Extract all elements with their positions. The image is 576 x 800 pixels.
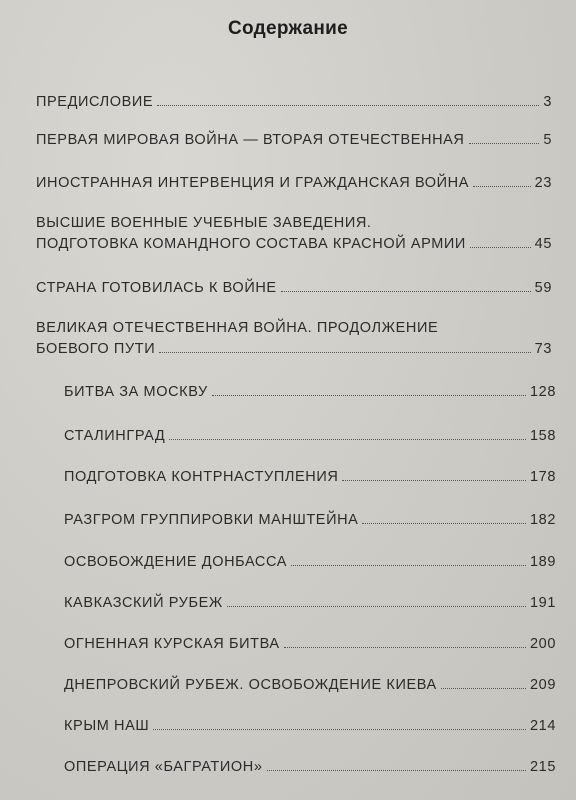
leader-dots (212, 395, 526, 396)
toc-subentry[interactable] (64, 510, 556, 531)
leader-dots (473, 186, 531, 187)
toc-entry-page: 189 (530, 554, 556, 570)
toc-entry[interactable] (36, 173, 552, 194)
toc-entry-page: 5 (543, 132, 552, 148)
toc-entry-page: 23 (534, 175, 552, 191)
toc-entry-title: ПРЕДИСЛОВИЕ (36, 94, 154, 110)
toc-entry-title: ОСВОБОЖДЕНИЕ ДОНБАССА (64, 554, 288, 570)
toc-subentry[interactable] (64, 426, 556, 447)
toc-entry-title: СТРАНА ГОТОВИЛАСЬ К ВОЙНЕ (36, 280, 277, 296)
toc-entry-page: 214 (530, 718, 556, 734)
page-title: Содержание (227, 18, 349, 39)
toc-entry-page: 3 (543, 94, 552, 110)
leader-dots (157, 105, 539, 106)
leader-dots (284, 647, 526, 648)
toc-entry[interactable] (36, 318, 552, 360)
toc-entry-page: 209 (530, 677, 556, 693)
toc-subentry[interactable] (64, 382, 556, 403)
toc-entry-title-line1: ВЕЛИКАЯ ОТЕЧЕСТВЕННАЯ ВОЙНА. ПРОДОЛЖЕНИЕ (36, 320, 439, 336)
toc-entry-page: 73 (534, 341, 552, 357)
toc-subentry[interactable] (64, 757, 556, 778)
toc-entry-page: 128 (530, 384, 556, 400)
toc-subentry[interactable] (64, 467, 556, 488)
toc-entry-page: 182 (530, 512, 556, 528)
toc-entry-title: СТАЛИНГРАД (64, 428, 166, 444)
toc-subentry[interactable] (64, 634, 556, 655)
toc-subentry[interactable] (64, 593, 556, 614)
leader-dots (441, 688, 526, 689)
toc-entry-page: 59 (534, 280, 552, 296)
toc-entry-page: 45 (534, 236, 552, 252)
toc-entry-page: 215 (530, 759, 556, 775)
toc-entry[interactable] (36, 278, 552, 299)
toc-entry-title: КАВКАЗСКИЙ РУБЕЖ (64, 595, 223, 611)
leader-dots (362, 523, 526, 524)
leader-dots (470, 247, 531, 248)
toc-entry-page: 158 (530, 428, 556, 444)
toc-subentry[interactable] (64, 716, 556, 737)
toc-entry-title: КРЫМ НАШ (64, 718, 150, 734)
leader-dots (169, 439, 526, 440)
toc-entry[interactable] (36, 92, 552, 113)
toc-subentry[interactable] (64, 675, 556, 696)
toc-entry-title: БИТВА ЗА МОСКВУ (64, 384, 208, 400)
leader-dots (291, 565, 526, 566)
toc-entry-page: 191 (530, 595, 556, 611)
toc-entry-title: ДНЕПРОВСКИЙ РУБЕЖ. ОСВОБОЖДЕНИЕ КИЕВА (64, 677, 437, 693)
toc-entry-title: ПОДГОТОВКА КОМАНДНОГО СОСТАВА КРАСНОЙ АРМИИ (36, 236, 466, 252)
toc-entry-page: 200 (530, 636, 556, 652)
leader-dots (159, 352, 530, 353)
leader-dots (469, 143, 540, 144)
toc-entry-title-line1: ВЫСШИЕ ВОЕННЫЕ УЧЕБНЫЕ ЗАВЕДЕНИЯ. (36, 215, 372, 231)
toc-entry-title: ПОДГОТОВКА КОНТРНАСТУПЛЕНИЯ (64, 469, 339, 485)
leader-dots (153, 729, 526, 730)
toc-entry-page: 178 (530, 469, 556, 485)
toc-subentry[interactable] (64, 552, 556, 573)
toc-entry-title: БОЕВОГО ПУТИ (36, 341, 156, 357)
toc-entry-title: ОГНЕННАЯ КУРСКАЯ БИТВА (64, 636, 280, 652)
toc-entry[interactable] (36, 130, 552, 151)
leader-dots (227, 606, 526, 607)
toc-entry-title: РАЗГРОМ ГРУППИРОВКИ МАНШТЕЙНА (64, 512, 359, 528)
toc-entry-title: ИНОСТРАННАЯ ИНТЕРВЕНЦИЯ И ГРАЖДАНСКАЯ ВОЙНА (36, 175, 470, 191)
toc-entry-title: ПЕРВАЯ МИРОВАЯ ВОЙНА — ВТОРАЯ ОТЕЧЕСТВЕННАЯ (36, 132, 465, 148)
leader-dots (342, 480, 526, 481)
leader-dots (267, 770, 526, 771)
toc-entry-title: ОПЕРАЦИЯ «БАГРАТИОН» (64, 759, 263, 775)
toc-entry[interactable] (36, 213, 552, 255)
leader-dots (281, 291, 531, 292)
